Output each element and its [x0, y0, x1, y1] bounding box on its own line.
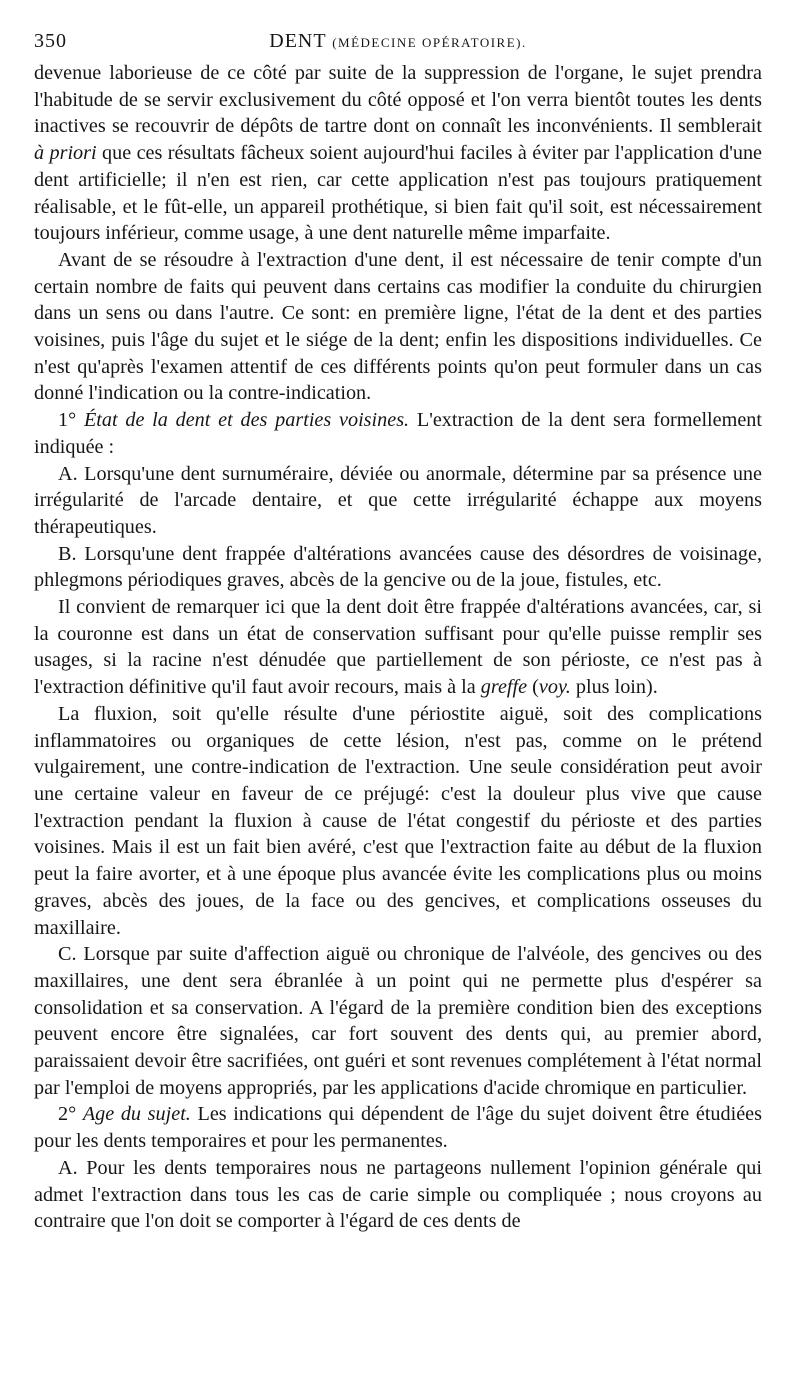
running-title-main: DENT [269, 30, 327, 52]
page-number: 350 [34, 30, 67, 52]
paragraph: Avant de se résoudre à l'extraction d'une dent, il est nécessaire de tenir compte d'un certain nombre de faits qui peuvent dans certains cas modifier la conduite du chirurgien dans un sens ou dans l'autre. Ce sont: en première ligne, l'état de la dent et des parties voisines, puis l'âge du sujet et le siége de la dent; enfin les dispositions individuelles. Ce n'est qu'après l'examen attentif de ces différents points qu'on peut formuler dans un cas donné l'indication ou la contre-indication. [34, 248, 762, 405]
paragraph: La fluxion, soit qu'elle résulte d'une périostite aiguë, soit des complications inflammatoires ou organiques de cette lésion, n'est pas, comme on le prétend vulgairement, une contre-indication de l'extraction. Une seule considération peut avoir une certaine valeur en faveur de ce préjugé: c'est la douleur plus vive que cause l'extraction pendant la fluxion à cause de l'état congestif du périoste et des parties voisines. Mais il est un fait bien avéré, c'est que l'extraction faite au début de la fluxion peut la faire avorter, et à une époque plus avancée évite les complications plus ou moins graves, abcès des joues, de la face ou des gencives, et complications osseuses du maxillaire. [34, 702, 762, 939]
italic-phrase: voy. [538, 676, 571, 699]
running-title [34, 30, 762, 53]
paragraph: C. Lorsque par suite d'affection aiguë ou chronique de l'alvéole, des gencives ou des maxillaires, une dent sera ébranlée à un point qui ne permette plus d'espérer sa consolidation et sa conservation. A l'égard de la première condition bien des exceptions peuvent encore être signalées, car fort souvent des dents qui, au premier abord, paraissaient devoir être sacrifiées, ont guéri et sont revenues complétement à l'état normal par l'emploi de moyens appropriés, par les applications d'acide chromique en particulier. [34, 943, 762, 1099]
paragraph: A. Pour les dents temporaires nous ne partageons nullement l'opinion générale qui admet l'extraction dans tous les cas de carie simple ou compliquée ; nous croyons au contraire que l'on doit se comporter à l'égard de ces dents de [34, 1156, 762, 1233]
italic-phrase: à priori [34, 142, 97, 165]
italic-phrase: État de la dent et des parties voisines. [83, 409, 410, 432]
running-title-subtitle: (MÉDECINE OPÉRATOIRE). [332, 35, 527, 50]
paragraph: Il convient de remarquer ici que la dent doit être frappée d'altérations avancées, car, si la couronne est dans un état de conservation suffisant pour qu'elle puisse remplir ses usages, si la racine n'est dénudée que partiellement de son périoste, ce n'est pas à l'extraction définitive qu'il faut avoir recours, mais à la greffe (voy. plus loin). [34, 596, 762, 699]
paragraph: A. Lorsqu'une dent surnuméraire, déviée ou anormale, détermine par sa présence une irrégularité de l'arcade dentaire, et que cette irrégularité échappe aux moyens thérapeutiques. [34, 462, 762, 538]
running-header [34, 30, 762, 60]
italic-phrase: greffe [480, 676, 528, 699]
paragraph: B. Lorsqu'une dent frappée d'altérations avancées cause des désordres de voisinage, phlegmons périodiques graves, abcès de la gencive ou de la joue, fistules, etc. [34, 542, 762, 592]
paragraph: devenue laborieuse de ce côté par suite de la suppression de l'organe, le sujet prendra l'habitude de se servir exclusivement du côté opposé et l'on verra bientôt toutes les dents inactives se recouvrir de dépôts de tartre dont on connaît les inconvénients. Il semblerait à priori que ces résultats fâcheux soient aujourd'hui faciles à éviter par l'application d'une dent artificielle; il n'en est rien, car cette application n'est pas toujours pratiquement réalisable, et le fût-elle, un appareil prothétique, si bien fait qu'il soit, est nécessairement toujours inférieur, comme usage, à une dent naturelle même imparfaite. [34, 62, 763, 245]
italic-phrase: Age du sujet. [82, 1103, 191, 1126]
section-heading-paragraph: 1° État de la dent et des parties voisines. L'extraction de la dent sera formellement indiquée : [34, 409, 762, 458]
section-heading-paragraph: 2° Age du sujet. Les indications qui dépendent de l'âge du sujet doivent être étudiées pour les dents temporaires et pour les permanentes. [34, 1103, 762, 1153]
body-text [34, 60, 762, 1235]
